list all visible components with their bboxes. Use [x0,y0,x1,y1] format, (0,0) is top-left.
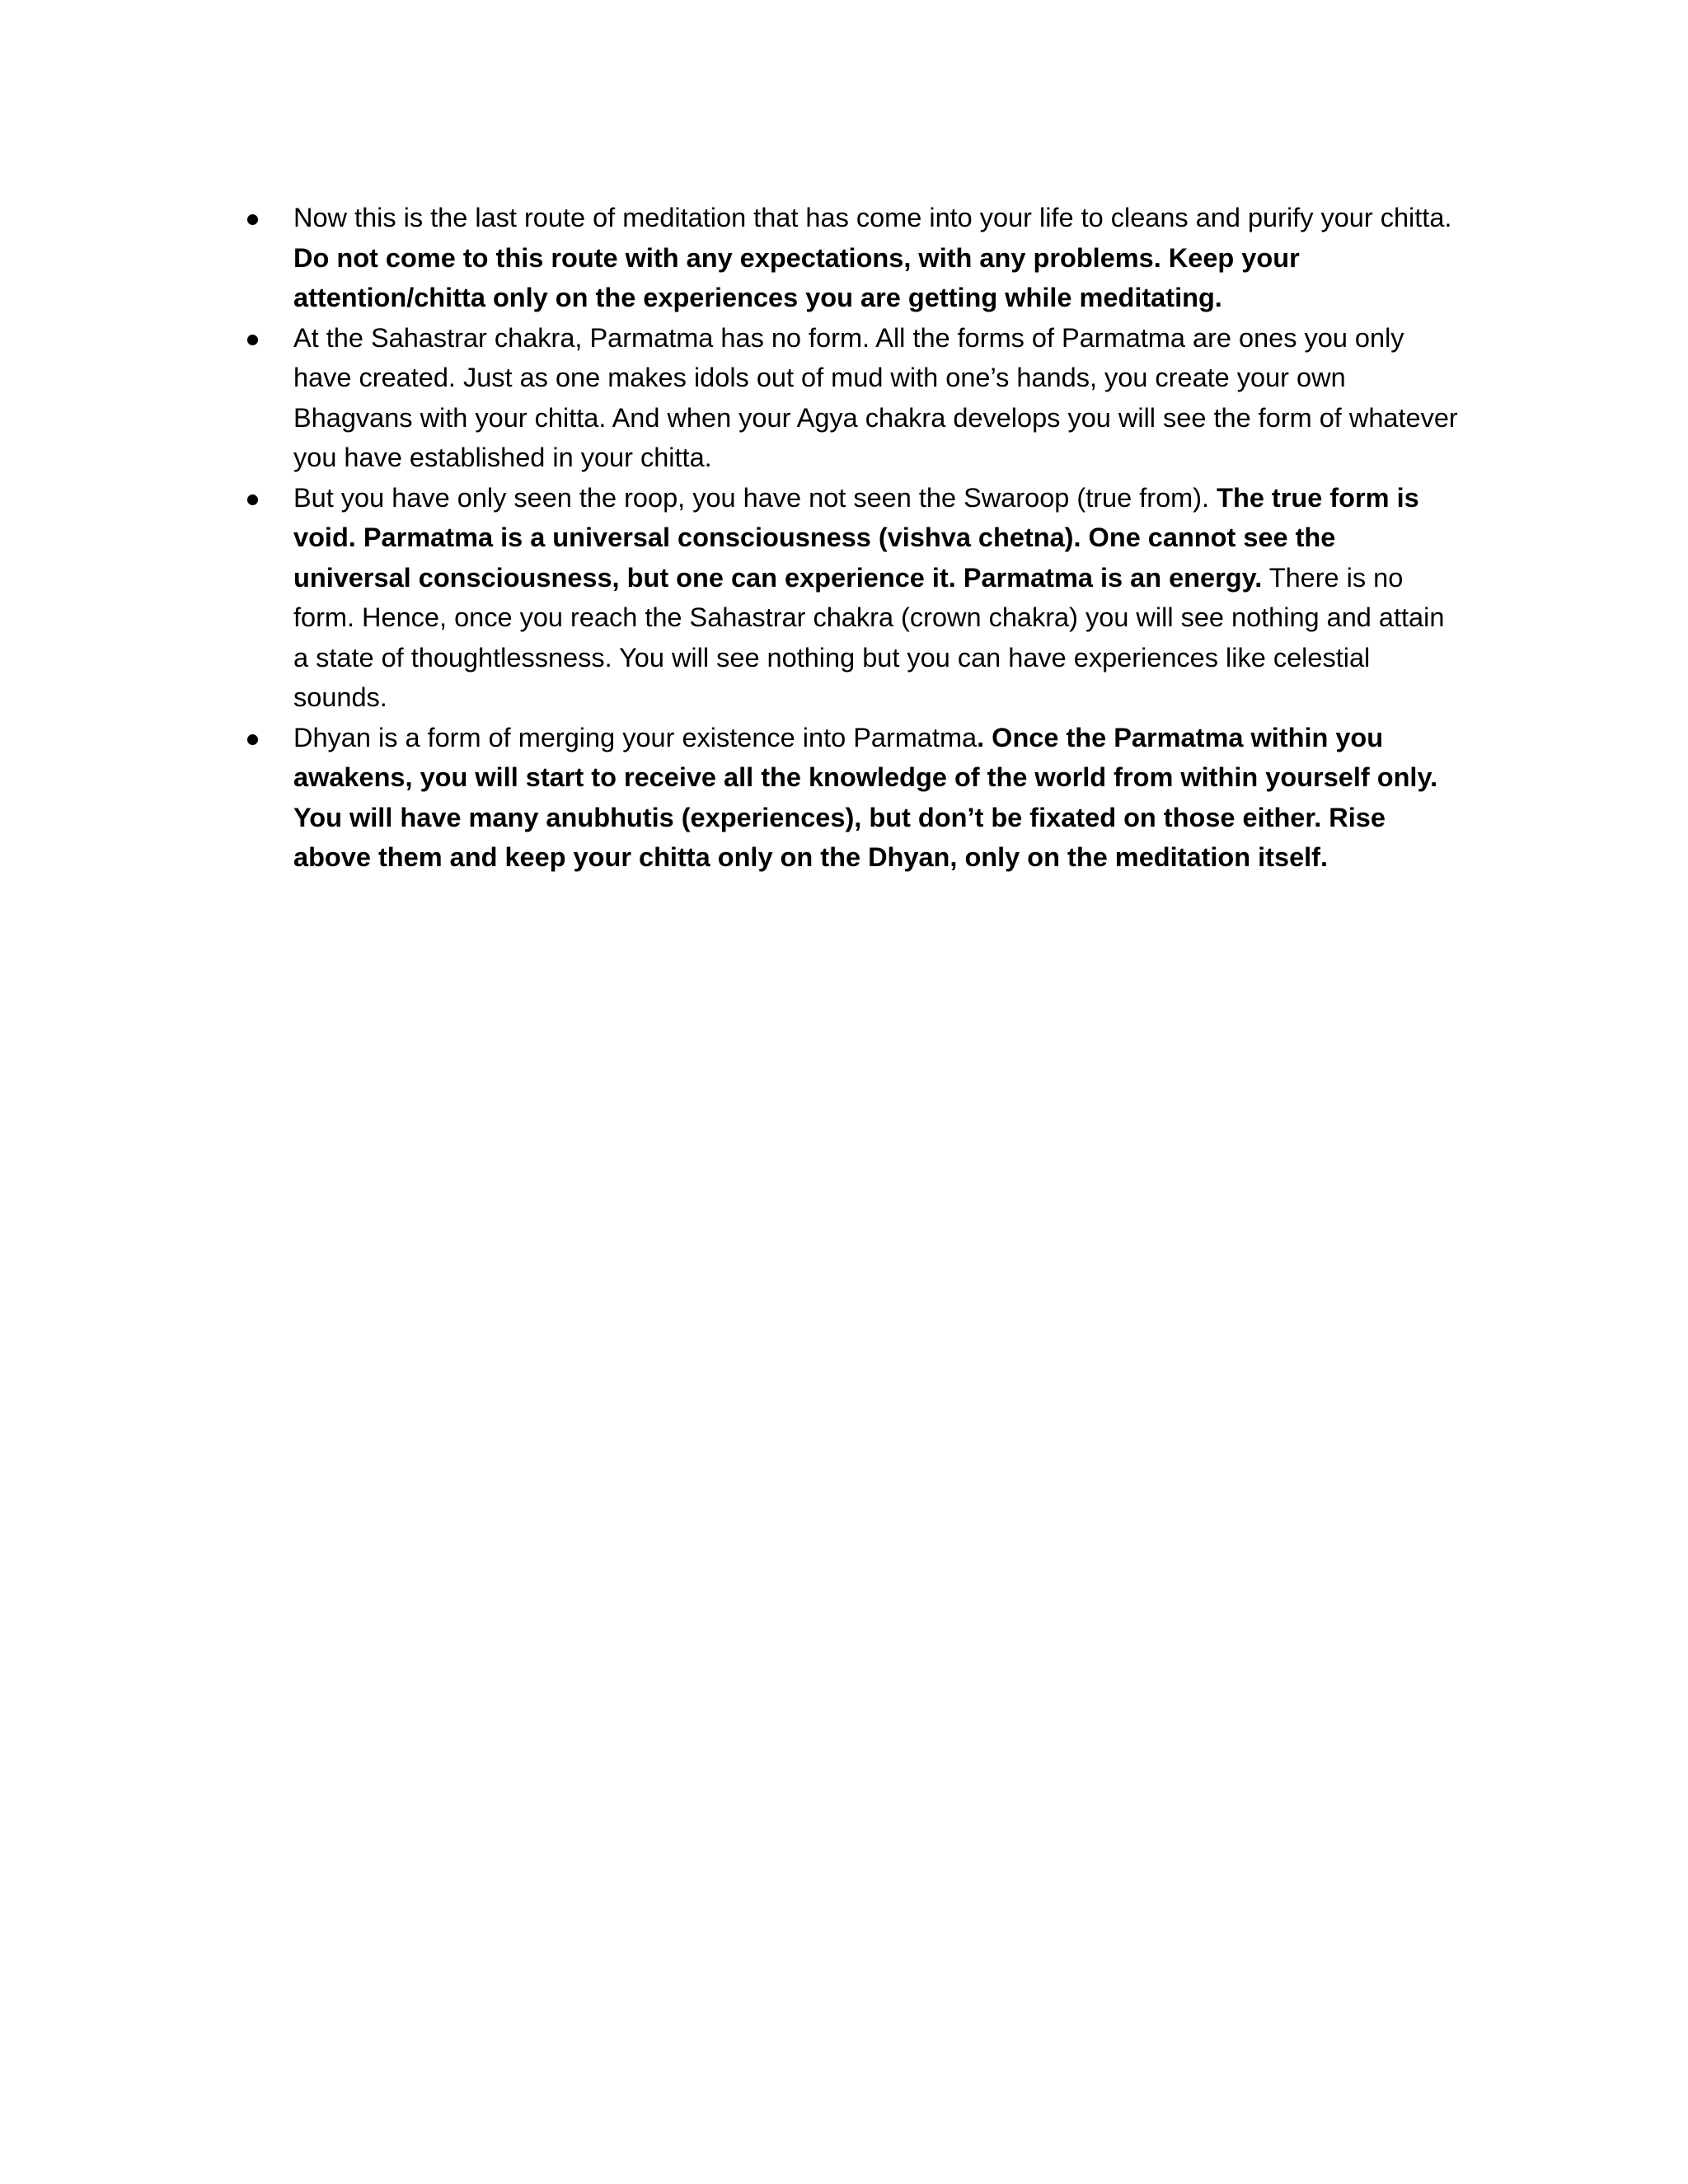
text-segment: There is no form. Hence, once you reach the Sahastrar chakra (crown chakra) you will see nothing and attain a state of thoughtlessness. You will see nothing but you can have experiences like celestial sounds. [293,562,1445,712]
text-segment: Dhyan is a form of merging your existence into Parmatma [293,722,978,752]
bullet-item [241,718,1461,878]
bullet-list [241,198,1461,878]
bullet-icon [247,734,258,745]
bullet-item [241,478,1461,718]
text-segment: Now this is the last route of meditation that has come into your life to cleans and purify your chitta. [293,203,1452,232]
bullet-item [241,318,1461,478]
bullet-icon [247,214,258,225]
bullet-item [241,198,1461,318]
bullet-icon [247,494,258,505]
text-segment-bold: The true form is void. Parmatma is a universal consciousness (vishva chetna). One cannot see the universal consciousness, but one can experience it. Parmatma is an energy. [293,482,1419,593]
text-segment-bold: Do not come to this route with any expectations, with any problems. Keep your attention/chitta only on the experiences you are getting while meditating. [293,242,1300,312]
bullet-icon [247,335,258,345]
text-segment-bold: . Once the Parmatma within you awakens, you will start to receive all the knowledge of the world from within yourself only. You will have many anubhutis (experiences), but don’t be fixated on those either. Rise above them and keep your chitta only on the Dhyan, only on the meditation itself. [293,722,1438,872]
text-segment: At the Sahastrar chakra, Parmatma has no form. All the forms of Parmatma are ones you only have created. Just as one makes idols out of mud with one’s hands, you create your own Bhagvans with your chitta. And when your Agya chakra develops you will see the form of whatever you have established in your chitta. [293,322,1458,472]
text-segment: But you have only seen the roop, you have not seen the Swaroop (true from). [293,482,1217,513]
